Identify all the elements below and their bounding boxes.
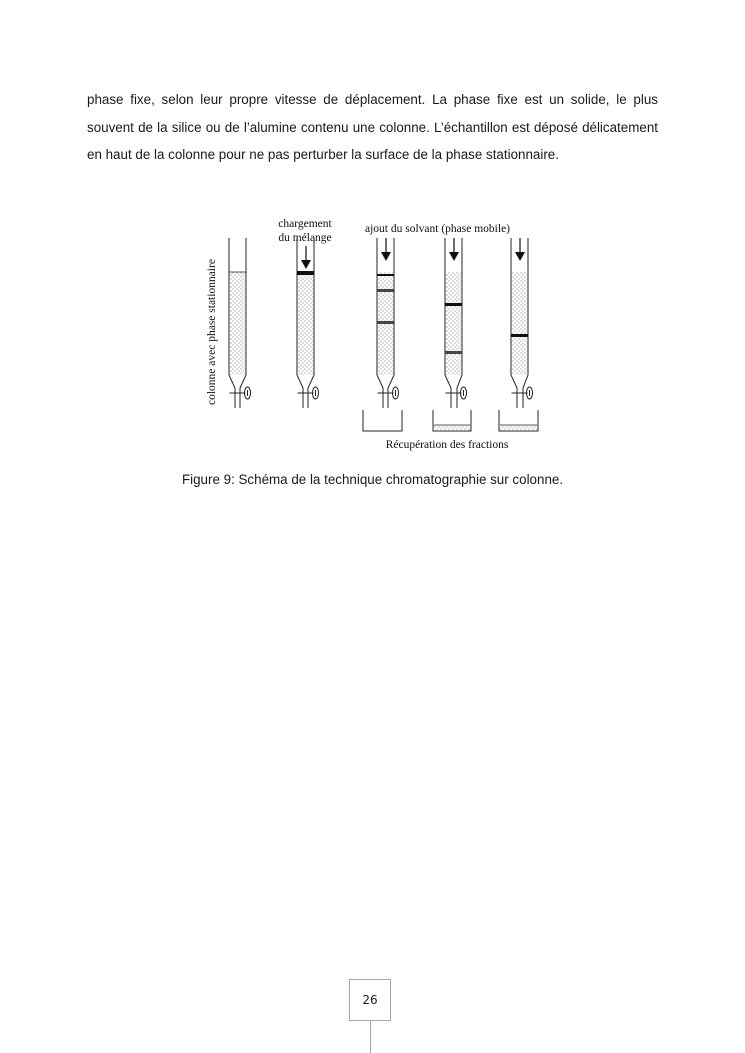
collection-beakers — [363, 410, 538, 431]
arrow-down-icon — [449, 252, 459, 261]
sample-band — [297, 271, 314, 275]
body-paragraph: phase fixe, selon leur propre vitesse de déplacement. La phase fixe est un solide, le plus souvent de la silice ou de l’alumine contenu une colonne. L’échantillon est déposé délicatement en haut de la colonne pour ne pas perturber la surface de la phase stationnaire. — [87, 92, 658, 162]
fractions-label: Récupération des fractions — [385, 439, 509, 451]
chromatography-diagram — [190, 210, 550, 460]
column-2 — [278, 218, 332, 408]
solvent-label: ajout du solvant (phase mobile) — [365, 223, 510, 235]
page-number — [349, 979, 391, 1021]
column-chromatography-figure — [190, 210, 550, 460]
page-number-line — [370, 1021, 371, 1053]
column-5 — [511, 238, 533, 408]
page-number-text: 26 — [362, 993, 378, 1007]
arrow-down-icon — [515, 252, 525, 261]
column-3 — [377, 238, 399, 408]
loading-label-line1: chargement — [278, 218, 332, 230]
arrow-down-icon — [381, 252, 391, 261]
column-4 — [445, 238, 467, 408]
stationary-phase-label: colonne avec phase stationnaire — [206, 259, 218, 405]
column-1 — [229, 238, 251, 408]
arrow-down-icon — [301, 260, 311, 269]
loading-label-line2: du mélange — [278, 232, 332, 244]
figure-caption: Figure 9: Schéma de la technique chromatographie sur colonne. — [181, 472, 564, 487]
